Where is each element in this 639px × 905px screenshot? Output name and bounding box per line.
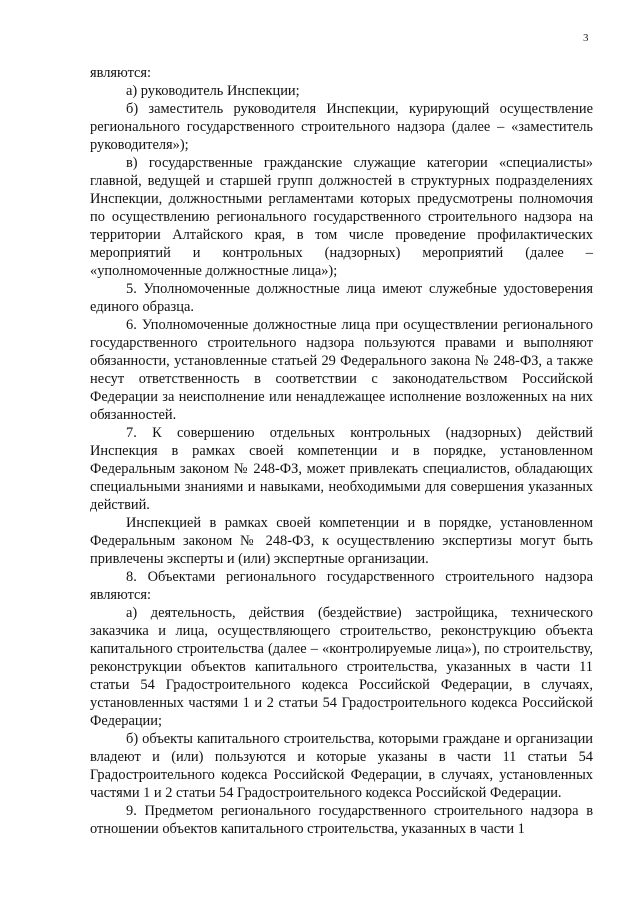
- paragraph-item-a: а) руководитель Инспекции;: [126, 83, 300, 99]
- paragraph-clause-7: 7. К совершению отдельных контрольных (надзорных) действий Инспекция в рамках своей компетенции и в порядке, установленном Федеральным законом № 248-ФЗ, может привлекать специалистов, обладающих специальными знаниями и навыками, необходимыми для совершения указанных действий.: [90, 425, 593, 513]
- page-number: 3: [583, 32, 589, 44]
- paragraph-clause-8-item-b: б) объекты капитального строительства, которыми граждане и организации владеют и (или) пользуются и которые указаны в части 11 статьи 54 Градостроительного кодекса Российской Федерации, в случаях, установленных частями 1 и 2 статьи 54 Градостроительного кодекса Российской Федерации.: [90, 731, 593, 801]
- document-body: [90, 64, 593, 838]
- paragraph-item-b: б) заместитель руководителя Инспекции, курирующий осуществление регионального государственного строительного надзора (далее – «заместитель руководителя»);: [90, 101, 593, 153]
- paragraph-clause-8-item-a: а) деятельность, действия (бездействие) застройщика, технического заказчика и лица, осуществляющего строительство, реконструкцию объекта капитального строительства (далее – «контролируемые лица»), по строительству, реконструкции объектов капитального строительства, указанных в части 11 статьи 54 Градостроительного кодекса Российской Федерации, в случаях, установленных частями 1 и 2 статьи 54 Градостроительного кодекса Российской Федерации;: [90, 605, 593, 729]
- paragraph-clause-7-experts: Инспекцией в рамках своей компетенции и в порядке, установленном Федеральным законом № 248-ФЗ, к осуществлению экспертизы могут быть привлечены эксперты и (или) экспертные организации.: [90, 515, 593, 567]
- paragraph-intro: являются:: [90, 65, 152, 81]
- paragraph-clause-5: 5. Уполномоченные должностные лица имеют служебные удостоверения единого образца.: [90, 281, 593, 315]
- paragraph-clause-6: 6. Уполномоченные должностные лица при осуществлении регионального государственного строительного надзора пользуются правами и выполняют обязанности, установленные статьей 29 Федерального закона № 248-ФЗ, а также несут ответственность в соответствии с законодательством Российской Федерации за неисполнение или ненадлежащее исполнение возложенных на них обязанностей.: [90, 317, 593, 423]
- paragraph-item-v: в) государственные гражданские служащие категории «специалисты» главной, ведущей и старшей групп должностей в структурных подразделениях Инспекции, должностными регламентами которых предусмотрены полномочия по осуществлению регионального государственного строительного надзора на территории Алтайского края, в том числе проведение профилактических мероприятий и контрольных (надзорных) мероприятий (далее – «уполномоченные должностные лица»);: [90, 155, 593, 279]
- paragraph-clause-8: 8. Объектами регионального государственного строительного надзора являются:: [90, 569, 593, 603]
- paragraph-clause-9: 9. Предметом регионального государственного строительного надзора в отношении объектов капитального строительства, указанных в части 1: [90, 803, 593, 837]
